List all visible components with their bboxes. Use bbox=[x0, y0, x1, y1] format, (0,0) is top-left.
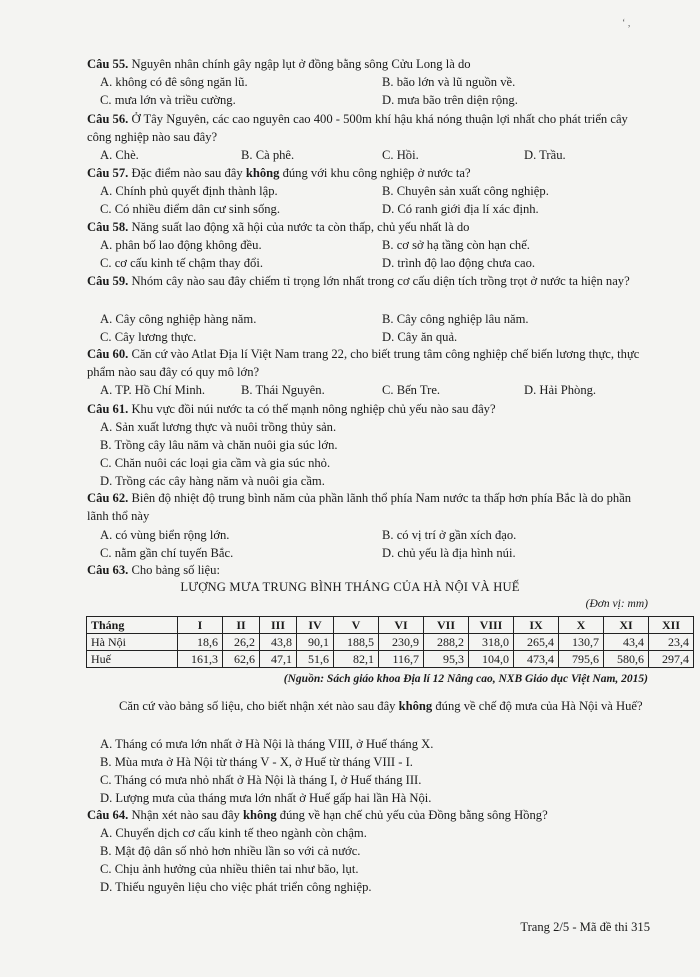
question-62 bbox=[87, 490, 652, 525]
question-number: Câu 58. bbox=[87, 220, 129, 234]
question-58 bbox=[87, 219, 652, 237]
option-b: B. Mùa mưa ở Hà Nội từ tháng V - X, ở Huế từ tháng VIII - I. bbox=[100, 755, 413, 769]
table-cell: 82,1 bbox=[334, 651, 379, 668]
option-d: D. mưa bão trên diện rộng. bbox=[382, 93, 518, 107]
table-cell: 116,7 bbox=[379, 651, 424, 668]
option-b: B. Chuyên sản xuất công nghiệp. bbox=[382, 184, 549, 198]
stem-post: đúng về chế độ mưa của Hà Nội và Huế? bbox=[432, 699, 643, 713]
option-b: B. cơ sở hạ tầng còn hạn chế. bbox=[382, 238, 530, 252]
table-cell: 288,2 bbox=[424, 634, 469, 651]
question-57 bbox=[87, 165, 652, 183]
header-cell: I bbox=[178, 617, 223, 634]
option-b: B. Cà phê. bbox=[241, 148, 295, 162]
question-text-post: đúng với khu công nghiệp ở nước ta? bbox=[279, 166, 471, 180]
header-cell: XI bbox=[604, 617, 649, 634]
option-a: A. Chính phủ quyết định thành lập. bbox=[100, 184, 278, 198]
table-header-row bbox=[87, 617, 694, 634]
option-b: B. Trồng cây lâu năm và chăn nuôi gia súc lớn. bbox=[100, 438, 338, 452]
question-63 bbox=[87, 562, 652, 580]
stem-pre: Căn cứ vào bảng số liệu, cho biết nhận xét nào sau đây bbox=[119, 699, 399, 713]
header-cell: VII bbox=[424, 617, 469, 634]
table-cell: 795,6 bbox=[559, 651, 604, 668]
question-56 bbox=[87, 111, 652, 146]
option-c: C. Có nhiều điểm dân cư sinh sống. bbox=[100, 202, 280, 216]
option-d: D. trình độ lao động chưa cao. bbox=[382, 256, 536, 270]
table-cell: 265,4 bbox=[514, 634, 559, 651]
header-cell: II bbox=[223, 617, 260, 634]
table-cell: 130,7 bbox=[559, 634, 604, 651]
question-number: Câu 55. bbox=[87, 57, 129, 71]
table-cell: 90,1 bbox=[297, 634, 334, 651]
keyword-khong: không bbox=[245, 166, 280, 180]
option-d: D. Cây ăn quả. bbox=[382, 330, 458, 344]
scan-mark: ‘ , bbox=[622, 18, 631, 29]
option-c: C. mưa lớn và triều cường. bbox=[100, 93, 236, 107]
question-63-stem bbox=[87, 697, 652, 715]
option-a: A. Cây công nghiệp hàng năm. bbox=[100, 312, 257, 326]
option-a: A. Tháng có mưa lớn nhất ở Hà Nội là tháng VIII, ở Huế tháng X. bbox=[100, 737, 434, 751]
header-cell: V bbox=[334, 617, 379, 634]
question-text: Biên độ nhiệt độ trung bình năm của phần lãnh thổ phía Nam nước ta thấp hơn phía Bắc là do phần lãnh thổ này bbox=[87, 491, 632, 523]
table-source: (Nguồn: Sách giáo khoa Địa lí 12 Nâng cao, NXB Giáo dục Việt Nam, 2015) bbox=[283, 673, 648, 685]
page-footer: Trang 2/5 - Mã đề thi 315 bbox=[520, 920, 650, 934]
question-text: Nhóm cây nào sau đây chiếm tỉ trọng lớn nhất trong cơ cấu diện tích trồng trọt ở nước ta hiện nay? bbox=[128, 274, 630, 288]
table-cell: 43,8 bbox=[260, 634, 297, 651]
question-text-pre: Nhận xét nào sau đây bbox=[128, 808, 244, 822]
keyword-khong: không bbox=[243, 808, 277, 822]
rainfall-table bbox=[86, 616, 694, 668]
question-text: Căn cứ vào Atlat Địa lí Việt Nam trang 22, cho biết trung tâm công nghiệp chế biến lương thực, thực phẩm nào sau đây có quy mô lớn? bbox=[87, 347, 640, 379]
option-c: C. cơ cấu kinh tế chậm thay đổi. bbox=[100, 256, 263, 270]
option-c: C. Cây lương thực. bbox=[100, 330, 197, 344]
question-text: Cho bảng số liệu: bbox=[128, 563, 220, 577]
question-text: Năng suất lao động xã hội của nước ta còn thấp, chủ yếu nhất là do bbox=[128, 220, 470, 234]
option-c: C. Chăn nuôi các loại gia cầm và gia súc nhỏ. bbox=[100, 456, 331, 470]
header-cell: VIII bbox=[469, 617, 514, 634]
option-c: C. Tháng có mưa nhỏ nhất ở Hà Nội là tháng I, ở Huế tháng III. bbox=[100, 773, 422, 787]
question-61 bbox=[87, 401, 652, 419]
table-cell: 26,2 bbox=[223, 634, 260, 651]
question-number: Câu 60. bbox=[87, 347, 129, 361]
table-row-hanoi bbox=[87, 634, 694, 651]
option-a: A. Sản xuất lương thực và nuôi trồng thủy sản. bbox=[100, 420, 337, 434]
option-c: C. Bến Tre. bbox=[382, 383, 441, 397]
table-cell: 51,6 bbox=[297, 651, 334, 668]
question-64 bbox=[87, 807, 652, 825]
option-d: D. Trồng các cây hàng năm và nuôi gia cầm. bbox=[100, 474, 325, 488]
table-cell: 188,5 bbox=[334, 634, 379, 651]
question-60 bbox=[87, 346, 652, 381]
table-cell: 62,6 bbox=[223, 651, 260, 668]
option-a: A. không có đê sông ngăn lũ. bbox=[100, 75, 248, 89]
option-c: C. Hồi. bbox=[382, 148, 419, 162]
table-cell: 18,6 bbox=[178, 634, 223, 651]
question-number: Câu 61. bbox=[87, 402, 129, 416]
option-a: A. Chè. bbox=[100, 148, 139, 162]
question-number: Câu 62. bbox=[87, 491, 129, 505]
question-55 bbox=[87, 56, 652, 74]
option-d: D. Thiếu nguyên liệu cho việc phát triển công nghiệp. bbox=[100, 880, 372, 894]
option-b: B. có vị trí ở gần xích đạo. bbox=[382, 528, 517, 542]
option-a: A. có vùng biển rộng lớn. bbox=[100, 528, 230, 542]
option-a: A. phân bố lao động không đều. bbox=[100, 238, 262, 252]
question-text-pre: Đặc điểm nào sau đây bbox=[128, 166, 246, 180]
row-label: Hà Nội bbox=[87, 634, 178, 651]
question-number: Câu 57. bbox=[87, 166, 129, 180]
option-d: D. Trầu. bbox=[524, 148, 566, 162]
question-59 bbox=[87, 273, 652, 291]
table-cell: 230,9 bbox=[379, 634, 424, 651]
header-cell: Tháng bbox=[87, 617, 178, 634]
question-number: Câu 56. bbox=[87, 112, 129, 126]
table-row-hue bbox=[87, 651, 694, 668]
table-cell: 297,4 bbox=[649, 651, 694, 668]
option-c: C. nằm gần chí tuyến Bắc. bbox=[100, 546, 234, 560]
table-cell: 43,4 bbox=[604, 634, 649, 651]
option-b: B. Cây công nghiệp lâu năm. bbox=[382, 312, 529, 326]
option-a: A. TP. Hồ Chí Minh. bbox=[100, 383, 206, 397]
table-cell: 161,3 bbox=[178, 651, 223, 668]
row-label: Huế bbox=[87, 651, 178, 668]
keyword-khong: không bbox=[398, 699, 433, 713]
question-number: Câu 64. bbox=[87, 808, 129, 822]
table-cell: 473,4 bbox=[514, 651, 559, 668]
table-cell: 95,3 bbox=[424, 651, 469, 668]
table-cell: 580,6 bbox=[604, 651, 649, 668]
header-cell: III bbox=[260, 617, 297, 634]
question-text: Ở Tây Nguyên, các cao nguyên cao 400 - 500m khí hậu khá nóng thuận lợi nhất cho phát triển cây công nghiệp nào sau đây? bbox=[87, 112, 628, 144]
option-c: C. Chịu ảnh hưởng của nhiều thiên tai như bão, lụt. bbox=[100, 862, 359, 876]
question-text-post: đúng về hạn chế chủ yếu của Đồng bằng sông Hồng? bbox=[276, 808, 548, 822]
table-cell: 23,4 bbox=[649, 634, 694, 651]
table-cell: 47,1 bbox=[260, 651, 297, 668]
question-text: Khu vực đồi núi nước ta có thế mạnh nông nghiệp chủ yếu nào sau đây? bbox=[128, 402, 496, 416]
option-d: D. Hải Phòng. bbox=[524, 383, 597, 397]
option-a: A. Chuyển dịch cơ cấu kinh tế theo ngành còn chậm. bbox=[100, 826, 367, 840]
option-d: D. Lượng mưa của tháng mưa lớn nhất ở Huế gấp hai lần Hà Nội. bbox=[100, 791, 432, 805]
option-b: B. Mật độ dân số nhỏ hơn nhiều lần so với cả nước. bbox=[100, 844, 361, 858]
header-cell: IX bbox=[514, 617, 559, 634]
question-text: Nguyên nhân chính gây ngập lụt ở đồng bằng sông Cửu Long là do bbox=[128, 57, 471, 71]
option-b: B. Thái Nguyên. bbox=[241, 383, 325, 397]
table-cell: 318,0 bbox=[469, 634, 514, 651]
header-cell: IV bbox=[297, 617, 334, 634]
option-d: D. Có ranh giới địa lí xác định. bbox=[382, 202, 539, 216]
table-cell: 104,0 bbox=[469, 651, 514, 668]
table-title: LƯỢNG MƯA TRUNG BÌNH THÁNG CỦA HÀ NỘI VÀ HUẾ bbox=[180, 580, 520, 594]
option-d: D. chủ yếu là địa hình núi. bbox=[382, 546, 516, 560]
header-cell: XII bbox=[649, 617, 694, 634]
header-cell: VI bbox=[379, 617, 424, 634]
table-unit: (Đơn vị: mm) bbox=[585, 598, 648, 610]
option-b: B. bão lớn và lũ nguồn về. bbox=[382, 75, 516, 89]
question-number: Câu 59. bbox=[87, 274, 129, 288]
header-cell: X bbox=[559, 617, 604, 634]
question-number: Câu 63. bbox=[87, 563, 129, 577]
